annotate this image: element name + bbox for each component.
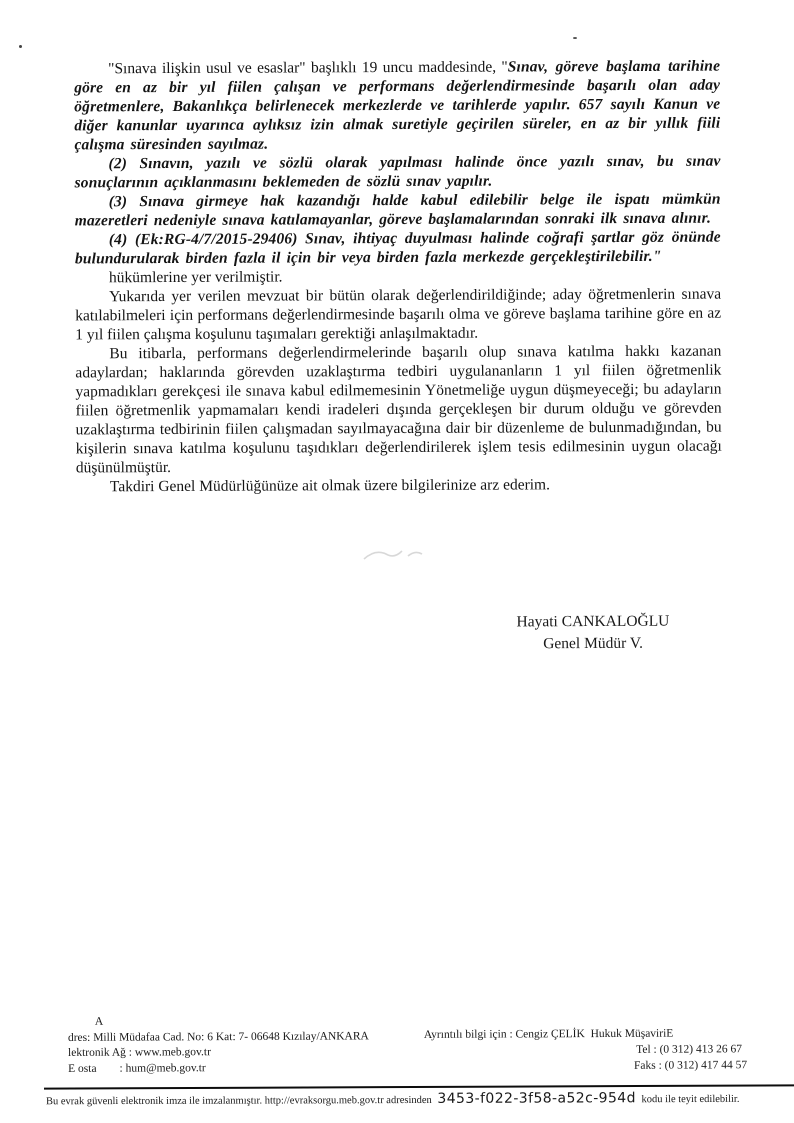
signature-title: Genel Müdür V. bbox=[543, 634, 643, 653]
verification-code: 3453-f022-3f58-a52c-954d bbox=[437, 1090, 636, 1107]
footer-divider-line bbox=[44, 1084, 794, 1089]
verification-line bbox=[46, 1090, 786, 1109]
body-text: Yukarıda yer verilen mevzuat bir bütün olarak değerlendirildiğinde; aday öğretmenlerin sınava katılabilmeleri için performans değerlendirmesinde başarılı olma ve göreve başlama tarihine göre en az 1 yıl fiilen çalışma koşulunu taşımaları gerektiği anlaşılmaktadır. bbox=[75, 285, 722, 344]
verification-suffix: kodu ile teyit edilebilir. bbox=[641, 1093, 740, 1106]
body-paragraph bbox=[74, 152, 720, 193]
signature-block bbox=[488, 610, 698, 655]
quoted-regulation-text: (4) (Ek:RG-4/7/2015-29406) Sınav, ihtiyaç duyulması halinde coğrafi şartlar göz önünde bulundurularak birden fazla il için bir veya birden fazla merkezde gerçekleştirilebilir." bbox=[74, 228, 721, 268]
footer-line: Faks : (0 312) 417 44 57 bbox=[633, 1059, 748, 1072]
body-paragraph bbox=[76, 475, 722, 497]
scan-smudge bbox=[362, 546, 426, 562]
footer-line: Ayrıntılı bilgi için : Cengiz ÇELİK Hukuk MüşaviriE bbox=[423, 1027, 674, 1041]
footer-line: E osta : hum@meb.gov.tr bbox=[68, 1061, 206, 1075]
body-paragraph bbox=[75, 190, 721, 231]
footer-line: Tel : (0 312) 413 26 67 bbox=[636, 1043, 743, 1056]
quoted-regulation-text: (2) Sınavın, yazılı ve sözlü olarak yapılması halinde önce yazılı sınav, bu sınav sonuçlarının açıklanmasını beklemeden de sözlü sınav yapılır. bbox=[74, 152, 721, 192]
footer-line: lektronik Ağ : www.meb.gov.tr bbox=[68, 1046, 211, 1059]
body-text: hükümlerine yer verilmiştir. bbox=[108, 268, 283, 287]
body-paragraph bbox=[75, 342, 722, 478]
document-body bbox=[74, 57, 722, 497]
signature-name: Hayati CANKALOĞLU bbox=[516, 612, 670, 631]
body-text: Takdiri Genel Müdürlüğünüze ait olmak üzere bilgilerinize arz ederim. bbox=[109, 476, 551, 496]
scan-artifact-dot bbox=[19, 45, 22, 48]
footer-line: dres: Milli Müdafaa Cad. No: 6 Kat: 7- 06648 Kızılay/ANKARA bbox=[67, 1029, 369, 1044]
body-paragraph bbox=[75, 285, 721, 345]
scan-artifact-dot bbox=[573, 37, 577, 39]
body-paragraph bbox=[74, 57, 720, 155]
body-text: "Sınava ilişkin usul ve esaslar" başlıklı 19 uncu maddesinde, " bbox=[108, 58, 508, 78]
quoted-regulation-text: Sınav, göreve başlama tarihine göre en az bir yıl fiilen çalışan ve performans değerlendirmesinde başarılı olan aday öğretmenlere, Bakanlıkça belirlenecek merkezlerde ve tarihlerde yapılır. 657 sayılı Kanun ve diğer kanunlar uyarınca aylıksız izin almak suretiyle geçirilen süreler, en az bir yıllık fiili çalışma süresinden sayılmaz. bbox=[74, 57, 721, 154]
verification-prefix: Bu evrak güvenli elektronik imza ile imzalanmıştır. http://evraksorgu.meb.gov.tr adresinden bbox=[45, 1094, 432, 1108]
footer-line: A bbox=[94, 1015, 104, 1028]
footer-address-block bbox=[68, 1013, 428, 1077]
body-paragraph bbox=[75, 228, 721, 269]
body-text: Bu itibarla, performans değerlendirmelerinde başarılı olup sınava katılma hakkı kazanan adaylardan; haklarında görevden uzaklaştırma tedbiri uygulananların 1 yıl fiilen öğretmenlik yapmadıkları gerekçesi ile sınava kabul edilmemesinin Yönetmeliğe uygun düşmeyeceği; bu adayların fiilen öğretmenlik yapmamaları kendi iradeleri dışında gerçekleşen bir durum olduğu ve görevden uzaklaştırma tedbirinin fiilen çalışmadan sayılmayacağına dair bir düzenleme de bulunmadığından, bu kişilerin sınava katılma koşulunu taşıdıkları değerlendirilerek işlem tesis edilmesinin uygun olacağı düşünülmüştür. bbox=[75, 342, 722, 477]
quoted-regulation-text: (3) Sınava girmeye hak kazandığı halde kabul edilebilir belge ile ispatı mümkün mazeretleri nedeniyle sınava katılamayanlar, göreve başlamalarından sonraki ilk sınava alınır. bbox=[74, 190, 721, 230]
footer-contact-block bbox=[424, 1025, 784, 1075]
